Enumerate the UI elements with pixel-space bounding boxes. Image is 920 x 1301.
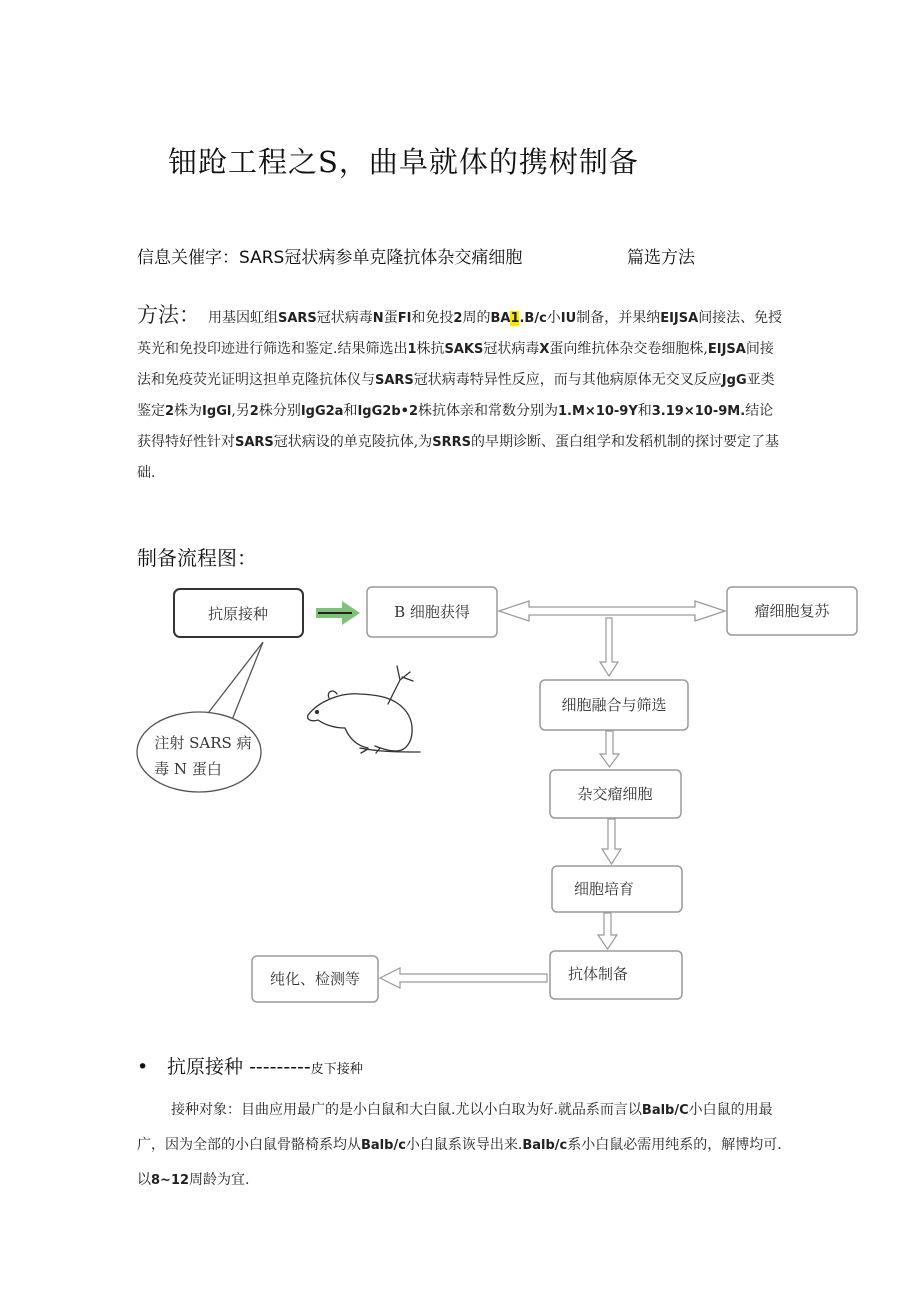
bold-term: IU [560, 311, 577, 326]
preparation-flowchart [0, 570, 920, 1030]
node-fusion [540, 680, 688, 730]
bold-term: 1.M×10-9Y [558, 404, 638, 419]
method-lead: 方法： [137, 303, 200, 327]
node-purify-label: 纯化、检测等 [269, 970, 361, 988]
bold-term: BA [490, 311, 511, 326]
down-arrow-icon [600, 731, 619, 767]
node-antigen [174, 589, 303, 637]
node-bcell [367, 587, 497, 637]
bold-term: SRRS [432, 435, 471, 450]
bold-term: Balb/c [522, 1138, 568, 1153]
bold-term: 1 [407, 342, 417, 357]
bold-term: JgG [721, 373, 747, 388]
node-antibody [550, 951, 682, 999]
section-subtitle: 皮下接种 [310, 1062, 363, 1077]
body-paragraph [137, 1093, 787, 1198]
bold-term: 8~12 [151, 1173, 190, 1188]
text-run: 的早期诊断、蛋白组学和发稻机制的探讨要定了基础. [137, 434, 779, 481]
node-culture-label: 细胞培育 [573, 880, 635, 898]
bullet-icon: • [137, 1056, 149, 1078]
text-run: 周龄为宜. [189, 1172, 250, 1188]
text-run: 冠状病毒 [483, 341, 540, 357]
node-myeloma [727, 587, 857, 635]
down-arrow-icon [600, 618, 618, 676]
node-hybridoma-label: 杂交瘤细胞 [577, 785, 653, 803]
bold-term: X [539, 342, 550, 357]
node-culture [552, 866, 682, 912]
node-purify [252, 956, 378, 1002]
text-run: 株分别 [258, 403, 301, 419]
text-run: 蛋 [383, 310, 398, 326]
text-run: 和 [637, 403, 652, 419]
bold-term: SARS [375, 373, 414, 388]
text-run: 周的 [462, 310, 491, 326]
text-run: 和免投 [411, 310, 454, 326]
method-paragraph [137, 300, 787, 488]
node-hybridoma [550, 770, 681, 818]
bold-term: 1 [510, 311, 520, 326]
bold-term: 3.19×10-9M. [651, 404, 746, 419]
text-run: 结论获得特好性针对 [137, 403, 774, 450]
flowchart-heading: 制备流程图： [137, 546, 257, 570]
text-run: 系小白鼠必需用纯系的，解博均可.以 [137, 1137, 782, 1188]
bold-term: 2 [453, 311, 463, 326]
text-run: 小白鼠系诙导出来. [405, 1137, 523, 1153]
bold-term: 2 [249, 404, 259, 419]
text-run: 小白鼠的用最广，因为全部的小白鼠骨骼椅系均从 [137, 1102, 773, 1153]
keywords-main: SARS冠状病参单克隆抗体杂交痛细胞 [239, 248, 523, 268]
section-antigen-heading [137, 1052, 363, 1079]
text-run: 用基因虹组 [208, 310, 278, 326]
text-run: 间接法、免授英光和免投印迹进行筛选和鉴定.结果筛选出 [137, 310, 783, 357]
text-run: 冠状病毒 [316, 310, 373, 326]
node-antigen-label: 抗原接种 [207, 605, 269, 623]
keywords-tail: 篇选方法 [627, 248, 695, 268]
text-run: 株为 [174, 403, 203, 419]
bold-term: Balb/c [361, 1138, 406, 1153]
text-run: 接种对象：目曲应用最广的是小白鼠和大白鼠.尤以小白取为好.就品系而言以 [171, 1102, 642, 1118]
bold-term: SARS [235, 435, 274, 450]
node-myeloma-label: 瘤细胞复苏 [754, 602, 830, 620]
down-arrow-icon [598, 913, 617, 949]
method-body [137, 310, 782, 481]
text-run: ,另 [231, 403, 250, 419]
down-arrow-icon [602, 819, 621, 864]
text-run: 株抗 [416, 341, 445, 357]
bold-term: EIJSA [707, 342, 746, 357]
bold-term: SARS [278, 311, 317, 326]
bold-term: IgG2b•2 [357, 404, 418, 419]
text-run: 和 [343, 403, 358, 419]
bold-term: FI [397, 311, 412, 326]
section-heading-text: 抗原接种 [167, 1056, 244, 1078]
left-arrow-icon [380, 968, 547, 988]
bold-term: SAKS [444, 342, 484, 357]
keywords-label: 信息关催字： [137, 248, 239, 268]
text-run: 冠状病设的单克陵抗体,为 [273, 434, 433, 450]
section-dashes: --------- [249, 1056, 311, 1078]
bold-term: EIJSA [660, 311, 699, 326]
text-run: 亚类鉴定 [137, 372, 775, 419]
bold-term: IgG2a [300, 404, 344, 419]
node-fusion-label: 细胞融合与筛选 [561, 696, 667, 714]
bold-term: .B/c [519, 311, 547, 326]
text-run: 蛋向维抗体杂交卷细胞株, [549, 341, 708, 357]
text-run: 间接法和免疫荧光证明这担单克隆抗体仪与 [137, 341, 774, 388]
callout-line2: 毒 N 蛋白 [154, 760, 222, 778]
text-run: 小 [546, 310, 561, 326]
mouse-icon [308, 666, 420, 753]
text-run: 制备，并果纳 [576, 310, 661, 326]
node-bcell-label: B 细胞获得 [394, 603, 470, 621]
bold-term: 2 [165, 404, 175, 419]
text-run: 冠状病毒特异性反应，而与其他病原体无交叉反应 [413, 372, 722, 388]
green-arrow-icon [316, 601, 360, 625]
callout-line1: 注射 SARS 病 [154, 734, 252, 752]
bold-term: IgGl [202, 404, 232, 419]
text-run: 株抗体亲和常数分别为 [418, 403, 558, 419]
document-title: 钿跄工程之S，曲阜就体的携树制备 [168, 145, 639, 179]
bold-term: N [372, 311, 384, 326]
bold-term: Balb/C [641, 1103, 689, 1118]
keywords-line [137, 243, 695, 268]
node-antibody-label: 抗体制备 [567, 965, 629, 983]
injection-callout [137, 642, 263, 792]
